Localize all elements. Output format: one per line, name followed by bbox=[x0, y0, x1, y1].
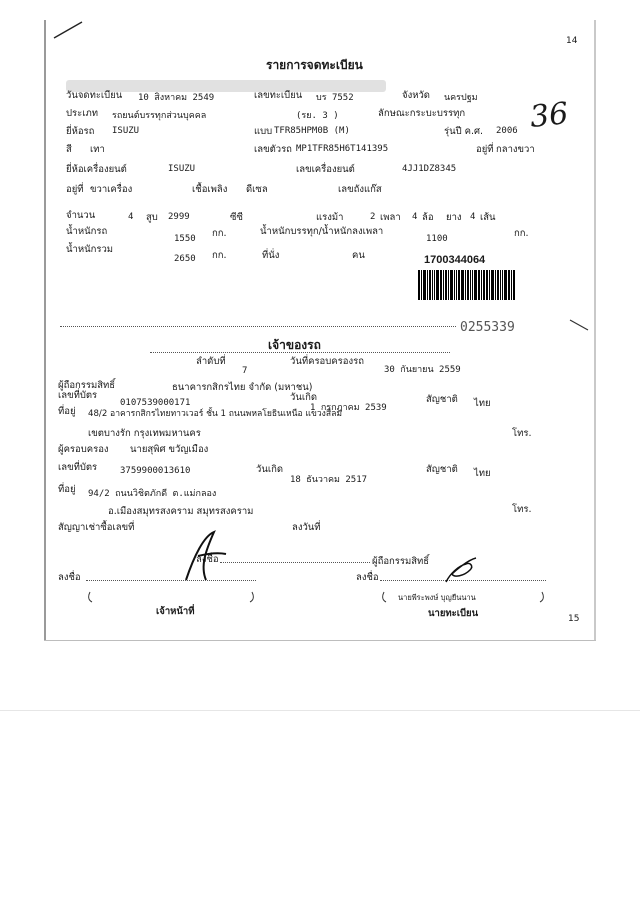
vehicle-weight-value: 1550 bbox=[174, 234, 196, 244]
officer-bracket bbox=[86, 590, 256, 604]
engine-no-value: 4JJ1DZ8345 bbox=[402, 164, 457, 174]
handwritten-page-number: 36 bbox=[528, 96, 570, 135]
gross-weight-value: 2650 bbox=[174, 254, 196, 264]
left-scan-edge bbox=[44, 20, 46, 640]
left-sign-line bbox=[86, 580, 256, 581]
lease-contract-label: สัญญาเช่าซื้อเลขที่ bbox=[58, 522, 135, 533]
gas-tank-label: เลขถังแก๊ส bbox=[338, 184, 382, 195]
section-separator bbox=[60, 326, 456, 327]
center-sign-line bbox=[220, 562, 370, 563]
vehicle-type-label: ประเภท bbox=[66, 108, 99, 119]
reg-date-label: วันจดทะเบียน bbox=[66, 90, 123, 101]
model-year-label: รุ่นปี ค.ศ. bbox=[444, 126, 484, 137]
load-weight-label: น้ำหนักบรรทุก/น้ำหนักลงเพลา bbox=[260, 226, 384, 237]
body-nature-label: ลักษณะกระบะบรรทุก bbox=[378, 108, 466, 119]
owner-dob-label: วันเกิด bbox=[290, 392, 317, 403]
registrar-label: นายทะเบียน bbox=[428, 608, 479, 619]
tire-label: ยาง bbox=[446, 212, 462, 223]
possess-date-label: วันที่ครอบครองรถ bbox=[290, 356, 364, 367]
owner-label: ผู้ถือกรรมสิทธิ์ bbox=[58, 380, 116, 391]
page-number-top: 14 bbox=[566, 36, 578, 46]
province-label: จังหวัด bbox=[402, 90, 430, 101]
owner-tel-label: โทร. bbox=[512, 428, 532, 439]
right-scan-edge bbox=[594, 20, 596, 640]
owner-nationality-value: ไทย bbox=[474, 398, 491, 409]
fuel-value: ดีเซล bbox=[246, 184, 268, 195]
seats-label: ที่นั่ง bbox=[262, 250, 280, 261]
weight-unit-2: กก. bbox=[514, 228, 529, 239]
lease-date-label: ลงวันที่ bbox=[292, 522, 321, 533]
barcode-number: 1700344064 bbox=[424, 254, 486, 266]
holder-dob-value: 18 ธันวาคม 2517 bbox=[290, 475, 368, 485]
tire-count-value: 4 bbox=[470, 212, 476, 222]
engine-brand-value: ISUZU bbox=[168, 164, 196, 174]
model-value: TFR85HPM0B (M) bbox=[274, 126, 350, 136]
holder-tel-label: โทร. bbox=[512, 504, 532, 515]
owner-title-underline bbox=[150, 352, 450, 353]
owner-id-value: 0107539000171 bbox=[120, 398, 191, 408]
owner-sign-label: ผู้ถือกรรมสิทธิ์ bbox=[372, 556, 430, 567]
holder-address-line2: อ.เมืองสมุทรสงคราม สมุทรสงคราม bbox=[108, 506, 254, 517]
displacement-unit: ซีซี bbox=[230, 212, 243, 223]
axle-count-value: 2 bbox=[370, 212, 376, 222]
owner-title: เจ้าของรถ bbox=[268, 338, 321, 352]
load-weight-value: 1100 bbox=[426, 234, 448, 244]
owner-address-line1: 48/2 อาคารกสิกรไทยทาวเวอร์ ชั้น 1 ถนนพหลโยธินเหนือ แขวงสีลม bbox=[88, 409, 343, 419]
registration-title: รายการจดทะเบียน bbox=[266, 58, 363, 72]
cylinders-unit: สูบ bbox=[146, 212, 158, 223]
brand-label: ยี่ห้อรถ bbox=[66, 126, 95, 137]
form-number: 0255339 bbox=[460, 320, 515, 335]
order-label: ลำดับที่ bbox=[196, 356, 226, 367]
faint-bottom-band bbox=[0, 710, 640, 711]
owner-nationality-label: สัญชาติ bbox=[426, 394, 458, 405]
registrar-signature bbox=[440, 556, 480, 586]
model-label: แบบ bbox=[254, 126, 273, 137]
cylinders-value: 4 bbox=[128, 212, 134, 222]
officer-label: เจ้าหน้าที่ bbox=[156, 606, 195, 617]
holder-id-value: 3759900013610 bbox=[120, 466, 191, 476]
weight-unit-1: กก. bbox=[212, 228, 227, 239]
possess-date-value: 30 กันยายน 2559 bbox=[384, 365, 461, 375]
vehicle-code-value: (รย. 3 ) bbox=[296, 111, 339, 121]
reg-no-value: บร 7552 bbox=[316, 93, 354, 103]
owner-id-label: เลขที่บัตร bbox=[58, 390, 98, 401]
order-value: 7 bbox=[242, 366, 248, 376]
engine-position-value: ขวาเครื่อง bbox=[90, 184, 133, 195]
reg-no-label: เลขทะเบียน bbox=[254, 90, 303, 101]
holder-nationality-value: ไทย bbox=[474, 468, 491, 479]
vehicle-type-value: รถยนต์บรรทุกส่วนบุคคล bbox=[112, 111, 207, 121]
owner-value: ธนาคารกสิกรไทย จำกัด (มหาชน) bbox=[172, 382, 313, 393]
chassis-value: MP1TFR85H6T141395 bbox=[296, 144, 389, 154]
fuel-label: เชื้อเพลิง bbox=[192, 184, 228, 195]
registrar-name: นายพีระพงษ์ บุญยืนนาน bbox=[398, 593, 476, 602]
axle-unit: เพลา bbox=[380, 212, 401, 223]
pen-mark-right bbox=[568, 318, 590, 332]
holder-address-label: ที่อยู่ bbox=[58, 484, 76, 495]
holder-nationality-label: สัญชาติ bbox=[426, 464, 458, 475]
chassis-position-label: อยู่ที่ bbox=[476, 144, 494, 155]
model-year-value: 2006 bbox=[496, 126, 518, 136]
weight-unit-3: กก. bbox=[212, 250, 227, 261]
holder-label: ผู้ครอบครอง bbox=[58, 444, 109, 455]
wheel-unit: ล้อ bbox=[422, 212, 434, 223]
bottom-scan-edge bbox=[44, 640, 596, 641]
right-sign-label: ลงชื่อ bbox=[356, 572, 379, 583]
engine-position-label: อยู่ที่ bbox=[66, 184, 84, 195]
holder-address-line1: 94/2 ถนนวิชิตภักดี ต.แม่กลอง bbox=[88, 489, 217, 499]
horsepower-label: แรงม้า bbox=[316, 212, 344, 223]
brand-value: ISUZU bbox=[112, 126, 140, 136]
owner-dob-value: 1 กรกฎาคม 2539 bbox=[310, 403, 387, 413]
left-sign-label: ลงชื่อ bbox=[58, 572, 81, 583]
province-value: นครปฐม bbox=[444, 93, 478, 103]
engine-brand-label: ยี่ห้อเครื่องยนต์ bbox=[66, 164, 127, 175]
chassis-position-value: กลางขวา bbox=[496, 144, 535, 155]
holder-value: นายสุพิศ ขวัญเมือง bbox=[130, 444, 209, 455]
holder-id-label: เลขที่บัตร bbox=[58, 462, 98, 473]
reg-date-value: 10 สิงหาคม 2549 bbox=[138, 93, 215, 103]
seats-unit: คน bbox=[352, 250, 365, 261]
holder-dob-label: วันเกิด bbox=[256, 464, 283, 475]
engine-no-label: เลขเครื่องยนต์ bbox=[296, 164, 355, 175]
page-number-bottom: 15 bbox=[568, 614, 580, 624]
pen-mark-top-left bbox=[52, 20, 86, 40]
barcode bbox=[418, 270, 516, 300]
chassis-label: เลขตัวรถ bbox=[254, 144, 292, 155]
color-value: เทา bbox=[90, 144, 105, 155]
tire-unit: เส้น bbox=[480, 212, 496, 223]
wheel-count-value: 4 bbox=[412, 212, 418, 222]
owner-address-label: ที่อยู่ bbox=[58, 406, 76, 417]
center-sign-label: ลงชื่อ bbox=[196, 554, 219, 565]
owner-address-line2: เขตบางรัก กรุงเทพมหานคร bbox=[88, 428, 201, 439]
gross-weight-label: น้ำหนักรวม bbox=[66, 244, 114, 255]
vehicle-weight-label: น้ำหนักรถ bbox=[66, 226, 108, 237]
displacement-value: 2999 bbox=[168, 212, 190, 222]
cylinders-label: จำนวน bbox=[66, 210, 96, 221]
color-label: สี bbox=[66, 144, 72, 155]
